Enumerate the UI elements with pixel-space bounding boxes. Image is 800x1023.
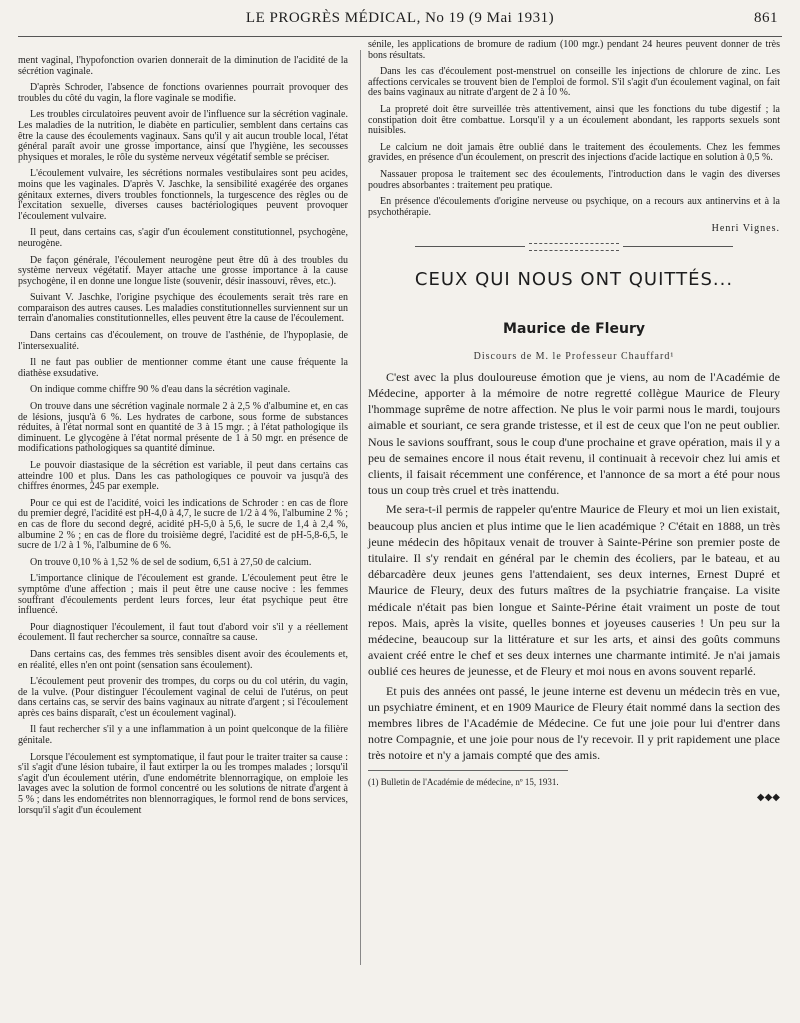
ornament-center [529,243,619,251]
paragraph: D'après Schroder, l'absence de fonctions ovariennes pourrait provoquer des troubles du côté du vagin, la flore vaginale se modifie. [18,82,348,104]
paragraph: Les troubles circulatoires peuvent avoir de l'influence sur la sécrétion vaginale. Les maladies de la nutrition, le diabète en particulier, semblent dans certains cas être la cause des écoulements vaginaux. Sans qu'il y ait aucun trouble local, l'état général paraît avoir une grosse importance, ainsi que l'hygiène, les secousses physiques et morales, le rôle du système nerveux végétatif semble se préciser. [18,109,348,163]
ornament-line [415,246,525,247]
right-column [368,40,780,810]
article-title: Maurice de Fleury [503,320,645,337]
paragraph: Suivant V. Jaschke, l'origine psychique des écoulements serait très rare en comparaison des autres causes. Les maladies constitutionnelles surviennent sur un terrain d'anomalies constitutionnelles, elles peuvent être la cause de l'écoulement. [18,292,348,325]
header-rule [18,36,782,37]
paragraph: Lorsque l'écoulement est symptomatique, il faut pour le traiter traiter sa cause : s'il s'agit d'une lésion tubaire, il faut extirper la ou les trompes malades ; lorsqu'il s'agit d'un écoulement utérin, d'une endométrite blennorragique, on emploie les lavages avec la solution de formol concentré ou les solutions de nitrate d'argent à 5 % ; dans les endométrites non blennorragiques, le formol rend de bons services, lorsqu'il s'agit d'un écoulement [18,751,348,816]
page-number: 861 [754,10,778,26]
paragraph: Nassauer proposa le traitement sec des écoulements, l'introduction dans le vagin des diverses poudres absorbantes : traitement peu pratique. [368,168,780,191]
author-signature: Henri Vignes. [711,223,780,235]
paragraph: Dans les cas d'écoulement post-menstruel on conseille les injections de chlorure de zinc. Les affections cervicales se trouvent bien de l'emploi de formol. S'il s'agit d'un écoulement vaginal, on fait des bains vaginaux au nitrate d'argent de 2 à 10 %. [368,66,780,99]
left-column [18,56,348,822]
page-header [18,10,782,38]
paragraph: On trouve dans une sécrétion vaginale normale 2 à 2,5 % d'albumine et, en cas de lésions, jusqu'à 6 %. Les hydrates de carbone, sous forme de substances réduites, à l'état normal sont en quantité de 3 à 15 mgr. ; à l'état pathologique ils diminuent. Le glycogène à l'état normal présente de 1 à 50 mgr. en présence de modifications pathologiques sa quantité diminue. [18,401,348,455]
paragraph: Il ne faut pas oublier de mentionner comme étant une cause fréquente la diathèse exsudative. [18,357,348,379]
article-paragraph: Et puis des années ont passé, le jeune interne est devenu un médecin très en vue, un psychiatre éminent, et en 1909 Maurice de Fleury était nommé dans la section des membres libres de l'Académie de Médecine. Ce fut une joie pour lui d'entrer dans notre Compagnie, et une joie pour nous de l'y recevoir. Il y prit rapidement une place très notoire et n'y a jamais compté que des amis. [368,683,780,763]
paragraph: Le calcium ne doit jamais être oublié dans le traitement des écoulements. Chez les femmes gravides, en présence d'un écoulement, on prescrit des injections d'acide lactique en solution à 0,5 %. [368,141,780,164]
paragraph: En présence d'écoulements d'origine nerveuse ou psychique, on a recours aux antinervins et à la psychothérapie. [368,196,780,218]
paragraph: Pour ce qui est de l'acidité, voici les indications de Schroder : en cas de flore du premier degré, l'acidité est pH-4,0 à 4,7, le sucre de 1/2 à 4 %, l'albumine 2 % ; en cas de flore du second degré, acidité pH-5,0 à 5,6, le sucre de 1,4 à 2,4 %, albumine 2 % ; en cas de flore du troisième degré, l'acidité est de pH-5,8-6,5, le sucre de 1/2 à 1 %, l'albumine de 6 %. [18,497,348,552]
footnote: (1) Bulletin de l'Académie de médecine, nº 15, 1931. [368,776,559,787]
paragraph: Dans certains cas, des femmes très sensibles disent avoir des écoulements et, en réalité, elles n'en ont point (sensation sans écoulement). [18,648,348,671]
journal-title: LE PROGRÈS MÉDICAL, No 19 (9 Mai 1931) [245,10,555,26]
paragraph: L'écoulement vulvaire, les sécrétions normales vestibulaires sont peu acides, moins que les vaginales. D'après V. Jaschke, la sensibilité exagérée des organes génitaux externes, divers troubles fonctionnels, la turgescence des règles ou de l'excitation sexuelle, diverses causes bactériologiques peuvent provoquer l'écoulement vulvaire. [18,168,348,222]
paragraph: Il peut, dans certains cas, s'agir d'un écoulement constitutionnel, psychogène, neurogène. [18,227,348,249]
paragraph: On indique comme chiffre 90 % d'eau dans la sécrétion vaginale. [30,384,291,396]
paragraph: Le pouvoir diastasique de la sécrétion est variable, il peut dans certains cas atteindre 100 et plus. Dans les cas pathologiques ce pouvoir va jusqu'à des chiffres énormes, 245 par exemple. [18,460,348,493]
paragraph: Pour diagnostiquer l'écoulement, il faut tout d'abord voir s'il y a réellement écoulement. Il faut rechercher sa source, connaître sa cause. [18,621,348,644]
paragraph: L'importance clinique de l'écoulement est grande. L'écoulement peut être le symptôme d'une affection ; mais il peut être une cause nocive : les femmes souffrant d'écoulements perdent leurs forces, leur état psychique peut être influencé. [18,573,348,617]
paragraph: Il faut rechercher s'il y a une inflammation à un point quelconque de la filière génitale. [18,724,348,747]
article-paragraph: Me sera-t-il permis de rappeler qu'entre Maurice de Fleury et moi un lien existait, beaucoup plus ancien et plus intime que le lien académique ? C'était en 1888, un très jeune médecin des hôpitaux venait de trouver à Sainte-Périne son premier poste de titulaire. Il s'y rendait en général par le chemin des écoliers, par le bateau, et au débarcadère deux jeunes gens l'attendaient, ses deux internes, Ernest Dupré et Maurice de Fleury, deux des futurs maîtres de la psychiatrie française. La visite médicale n'était pas bien longue et Sainte-Périne était vraiment un poste de tout repos. Mais, après la visite, quelles bonnes et joyeuses causeries ! Un peu sur la médecine, beaucoup sur la littérature et sur les arts, et ainsi des goûts communs avaient créé entre le chef et ses deux internes une charmante intimité. Je n'ai jamais oublié ces heures de jeunesse, et de Fleury et moi nous en avons souvent reparlé. [368,502,780,679]
ornament-line [623,246,733,247]
section-title: CEUX QUI NOUS ONT QUITTÉS... [414,268,734,290]
section-ornament [368,243,780,251]
paragraph: On trouve 0,10 % à 1,52 % de sel de sodium, 6,51 à 27,50 de calcium. [30,556,312,568]
footnote-rule [368,770,568,771]
paragraph: L'écoulement peut provenir des trompes, du corps ou du col utérin, du vagin, de la vulve. (Pour distinguer l'écoulement vaginal de celui de l'utérus, on peut dans certains cas, se servir des bains vaginaux au nitrate d'argent ; si l'écoulement après ces bains disparaît, c'est un écoulement vaginal). [18,676,348,719]
paragraph: De façon générale, l'écoulement neurogène peut être dû à des troubles du système nerveux végétatif. Mayer attache une grosse importance à la cause psychogène, il en donne une longue liste (souvenir, désir inassouvi, rêves, etc.). [18,254,348,287]
paragraph: ment vaginal, l'hypofonction ovarien donnerait de la diminution de l'acidité de la sécrétion vaginale. [18,55,348,77]
column-divider [360,50,361,965]
article-paragraph: C'est avec la plus douloureuse émotion que je viens, au nom de l'Académie de Médecine, apporter à la mémoire de notre regretté collègue Maurice de Fleury l'hommage suprême de notre affection. Ne plus le voir parmi nous le mardi, toujours aimable et souriant, ce sera grande tristesse, et il est de ceux que l'on ne peut oublier. Nous le savions souffrant, sous le coup d'une prochaine et grave opération, mais il y a peu de semaines encore il nous était revenu, il continuait à recevoir chez lui amis et clients, il faisait récemment une conférence, et l'annonce de sa mort a été pour nous tous un coup très cruel et très inattendu. [368,369,780,498]
article-byline: Discours de M. le Professeur Chauffard¹ [473,351,675,363]
paragraph: sénile, les applications de bromure de radium (100 mgr.) pendant 24 heures peuvent donner de très bons résultats. [368,39,780,61]
paragraph: Dans certains cas d'écoulement, on trouve de l'asthénie, de l'hypoplasie, de l'intersexualité. [18,330,348,352]
end-ornament: ◆◆◆ [756,792,780,804]
paragraph: La propreté doit être surveillée très attentivement, ainsi que les fonctions du tube digestif ; la constipation doit être combattue. Lorsqu'il y a un écoulement abondant, les rapports sexuels sont nuisibles. [368,103,780,137]
